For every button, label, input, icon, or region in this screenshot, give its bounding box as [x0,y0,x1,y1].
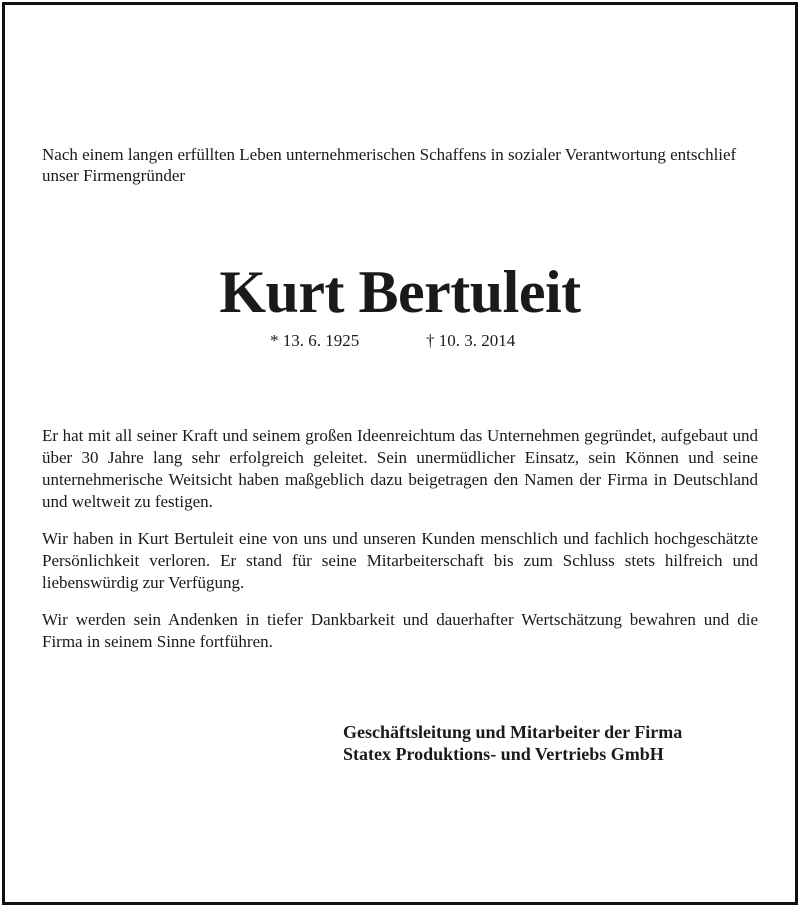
intro-text: Nach einem langen erfüllten Leben unternehmerischen Schaffens in sozialer Verantwortung entschlief unser Firmengründer [42,145,737,185]
tribute-paragraph-2: Wir haben in Kurt Bertuleit eine von uns und unseren Kunden menschlich und fachlich hochgeschätzte Persönlichkeit verloren. Er stand für seine Mitarbeiterschaft bis zum Schluss stets hilfreich und liebenswürdig zur Verfügung. [42,529,758,592]
tribute-paragraph-1: Er hat mit all seiner Kraft und seinem großen Ideenreichtum das Unternehmen gegründet, aufgebaut und über 30 Jahre lang sehr erfolgreich geleitet. Sein unermüdlicher Einsatz, sein Können und seine unternehmerische Weitsicht haben maßgeblich dazu beigetragen den Namen der Firma in Deutschland und weltweit zu festigen. [42,426,758,511]
signature-line-1: Geschäftsleitung und Mitarbeiter der Firma [343,722,683,742]
signature-block [343,721,773,765]
birth-date: * 13. 6. 1925 [270,331,360,350]
deceased-name: Kurt Bertuleit [219,259,581,325]
death-date: † 10. 3. 2014 [426,331,516,350]
signature-line-2: Statex Produktions- und Vertriebs GmbH [343,744,664,764]
tribute-paragraph-3: Wir werden sein Andenken in tiefer Dankbarkeit und dauerhafter Wertschätzung bewahren und die Firma in seinem Sinne fortführen. [42,610,758,651]
